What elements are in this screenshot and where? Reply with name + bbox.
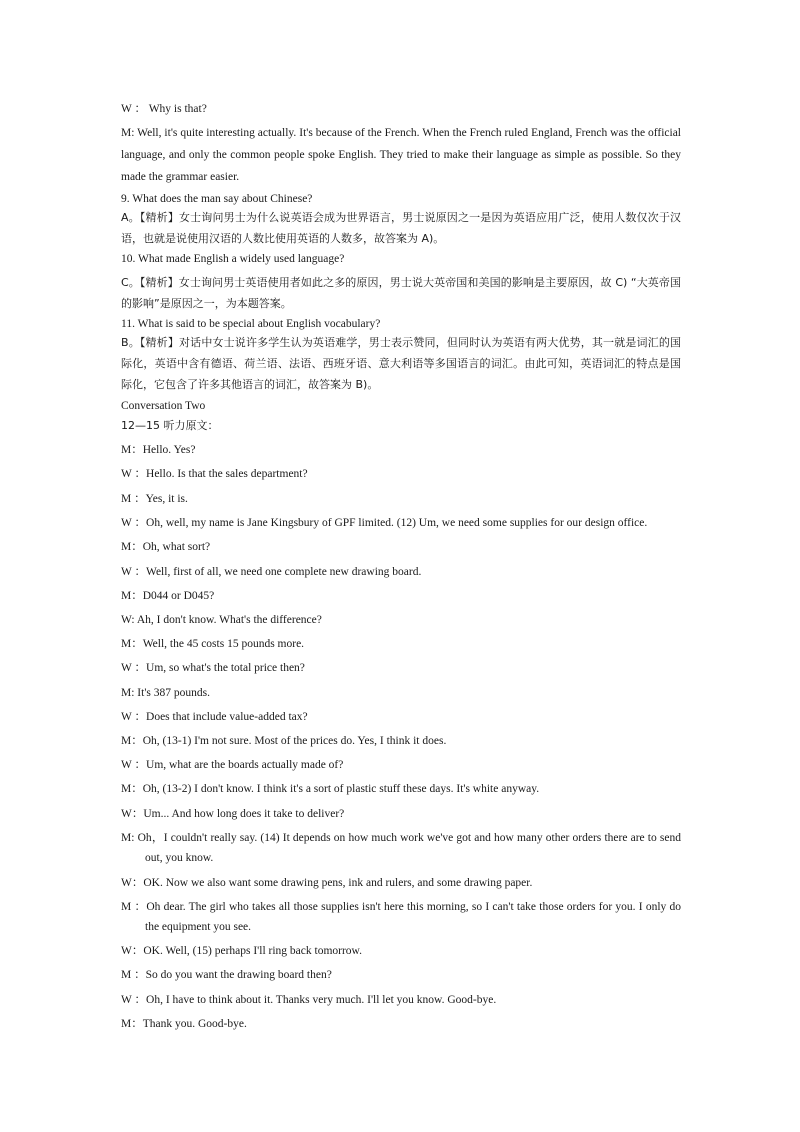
- dialogue-line: W ：Um, so what's the total price then?: [121, 662, 305, 674]
- dialogue-line: M: Oh，I couldn't really say. (14) It depends on how much work we've got and how many other orders there are to send out, you know.: [121, 832, 681, 864]
- dialogue-line: M ：Oh dear. The girl who takes all those supplies isn't here this morning, so I can't take those orders for you. I only do the equipment you see.: [121, 901, 681, 933]
- dialogue-line: M ：So do you want the drawing board then?: [121, 969, 332, 981]
- answer-10-analysis: C。【精析】女士询问男士英语使用者如此之多的原因，男士说大英帝国和美国的影响是主要原因，故 C) “大英帝国的影响”是原因之一，为本题答案。: [121, 276, 681, 310]
- dialogue-line: W ：Hello. Is that the sales department?: [121, 468, 308, 480]
- dialogue-line: M ：Yes, it is.: [121, 493, 188, 505]
- dialogue-line: W：OK. Now we also want some drawing pens, ink and rulers, and some drawing paper.: [121, 877, 533, 889]
- dialogue-line: W: Ah, I don't know. What's the difference?: [121, 614, 322, 626]
- dialogue-line: M：D044 or D045?: [121, 590, 215, 602]
- answer-11-analysis: B。【精析】对话中女士说许多学生认为英语难学，男士表示赞同，但同时认为英语有两大优势，其一就是词汇的国际化，英语中含有德语、荷兰语、法语、西班牙语、意大利语等多国语言的词汇。由此可知，英语词汇的特点是国际化，它包含了许多其他语言的词汇，故答案为 B)。: [121, 336, 681, 391]
- dialogue-line-w-why: W ： Why is that?: [121, 103, 207, 115]
- dialogue-line: M：Well, the 45 costs 15 pounds more.: [121, 638, 305, 650]
- dialogue-line: M：Oh, (13-1) I'm not sure. Most of the prices do. Yes, I think it does.: [121, 735, 447, 747]
- dialogue-line: M：Thank you. Good-bye.: [121, 1018, 247, 1030]
- transcript-heading: 12—15 听力原文：: [121, 419, 219, 432]
- dialogue-line: M: It's 387 pounds.: [121, 687, 210, 699]
- dialogue-line: M：Oh, (13-2) I don't know. I think it's a sort of plastic stuff these days. It's white anyway.: [121, 783, 540, 795]
- question-10: 10. What made English a widely used language?: [121, 253, 345, 265]
- question-11: 11. What is said to be special about English vocabulary?: [121, 318, 381, 330]
- dialogue-line: W ：Oh, well, my name is Jane Kingsbury of GPF limited. (12) Um, we need some supplies for our design office.: [121, 517, 648, 529]
- question-9: 9. What does the man say about Chinese?: [121, 193, 313, 205]
- dialogue-line: W ：Um, what are the boards actually made of?: [121, 759, 344, 771]
- dialogue-line: M：Hello. Yes?: [121, 444, 196, 456]
- section-heading-conversation-two: Conversation Two: [121, 400, 206, 412]
- dialogue-line: W ：Does that include value-added tax?: [121, 711, 308, 723]
- answer-9-analysis: A。【精析】女士询问男士为什么说英语会成为世界语言，男士说原因之一是因为英语应用广泛，使用人数仅次于汉语，也就是说使用汉语的人数比使用英语的人数多，故答案为 A)。: [121, 211, 681, 245]
- dialogue-line: M：Oh, what sort?: [121, 541, 211, 553]
- dialogue-line: W ：Oh, I have to think about it. Thanks very much. I'll let you know. Good-bye.: [121, 994, 497, 1006]
- dialogue-line: W ：Well, first of all, we need one complete new drawing board.: [121, 566, 422, 578]
- dialogue-line-m-french: M: Well, it's quite interesting actually. It's because of the French. When the French ruled England, French was the official language, and only the common people spoke English. They tried to make their language as simple as possible. So they made the grammar easier.: [121, 127, 681, 183]
- dialogue-line: W：OK. Well, (15) perhaps I'll ring back tomorrow.: [121, 945, 362, 957]
- dialogue-line: W：Um... And how long does it take to deliver?: [121, 808, 345, 820]
